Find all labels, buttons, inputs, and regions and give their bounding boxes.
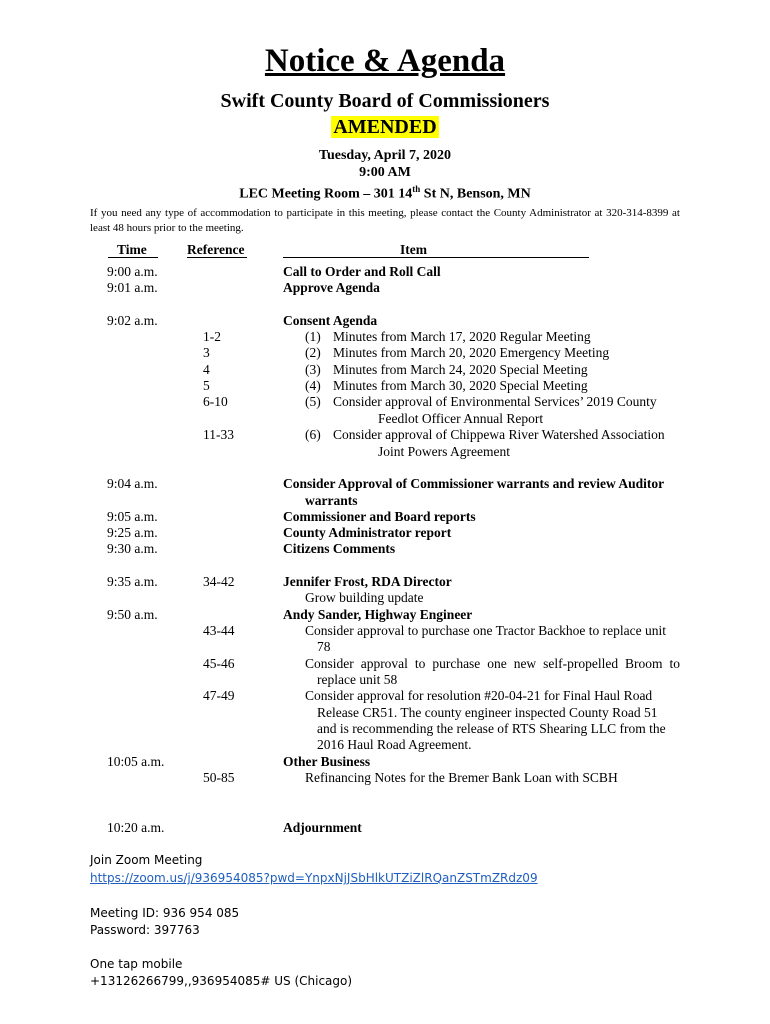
agenda-time: 9:25 a.m.: [107, 525, 158, 540]
consent-item: Minutes from March 24, 2020 Special Meeting: [333, 362, 588, 377]
agenda-subitem: Consider approval for resolution #20-04-21 for Final Haul Road: [305, 688, 653, 703]
consent-item: Minutes from March 17, 2020 Regular Meeting: [333, 329, 591, 344]
page-title: Notice & Agenda: [264, 43, 506, 79]
accommodation-notice: If you need any type of accommodation to participate in this meeting, please contact the County Administrator at 320-314-8399 at least 48 hours prior to the meeting.: [90, 207, 680, 234]
meeting-date: Tuesday, April 7, 2020: [318, 148, 452, 163]
item-number: (4): [305, 378, 321, 393]
agenda-item: Other Business: [283, 754, 371, 769]
zoom-join-label: Join Zoom Meeting: [90, 853, 203, 867]
agenda-time: 9:35 a.m.: [107, 574, 158, 589]
agenda-time: 10:20 a.m.: [107, 820, 165, 835]
one-tap-phone: +13126266799,,936954085# US (Chicago): [90, 974, 353, 988]
column-item: Item: [400, 242, 427, 257]
one-tap-label: One tap mobile: [90, 957, 183, 971]
agenda-item: Consent Agenda: [283, 313, 378, 328]
consent-item-cont: Joint Powers Agreement: [378, 444, 510, 459]
agenda-time: 9:50 a.m.: [107, 607, 158, 622]
agenda-item: Commissioner and Board reports: [283, 509, 476, 524]
agenda-item: Andy Sander, Highway Engineer: [283, 607, 473, 622]
consent-item: Minutes from March 20, 2020 Emergency Meeting: [333, 345, 610, 360]
reference: 1-2: [203, 329, 221, 344]
divider: [283, 257, 589, 258]
agenda-subitem-cont: and is recommending the release of RTS Shearing LLC from the: [317, 721, 666, 736]
reference: 5: [203, 378, 210, 393]
agenda-item: Approve Agenda: [283, 280, 380, 295]
consent-item: Consider approval of Environmental Services’ 2019 County: [333, 394, 657, 409]
agenda-item: Jennifer Frost, RDA Director: [283, 574, 452, 589]
agenda-time: 9:01 a.m.: [107, 280, 158, 295]
agenda-item: County Administrator report: [283, 525, 452, 540]
item-number: (3): [305, 362, 321, 377]
agenda-time: 9:04 a.m.: [107, 476, 158, 491]
item-number: (6): [305, 427, 321, 442]
agenda-time: 9:30 a.m.: [107, 541, 158, 556]
reference: 50-85: [203, 770, 235, 785]
reference: 6-10: [203, 394, 228, 409]
agenda-subitem: Consider approval to purchase one Tractor Backhoe to replace unit: [305, 623, 667, 638]
meeting-password: Password: 397763: [90, 923, 200, 937]
amended-badge: AMENDED: [333, 116, 437, 138]
reference: 11-33: [203, 427, 234, 442]
reference: 4: [203, 362, 210, 377]
agenda-item: Call to Order and Roll Call: [283, 264, 441, 279]
column-time: Time: [117, 242, 147, 257]
agenda-item: Citizens Comments: [283, 541, 396, 556]
agenda-subitem: Grow building update: [305, 590, 424, 605]
agenda-time: 9:05 a.m.: [107, 509, 158, 524]
reference: 34-42: [203, 574, 235, 589]
reference: 45-46: [203, 656, 235, 671]
agenda-item: Adjournment: [283, 820, 362, 835]
divider: [108, 257, 158, 258]
consent-item: Minutes from March 30, 2020 Special Meeting: [333, 378, 588, 393]
board-name: Swift County Board of Commissioners: [220, 90, 550, 112]
item-number: (2): [305, 345, 321, 360]
reference: 47-49: [203, 688, 235, 703]
consent-item: Consider approval of Chippewa River Watershed Association: [333, 427, 665, 442]
meeting-id: Meeting ID: 936 954 085: [90, 906, 240, 920]
reference: 3: [203, 345, 210, 360]
zoom-link[interactable]: https://zoom.us/j/936954085?pwd=YnpxNjJSbHlkUTZiZlRQanZSTmZRdz09: [90, 871, 538, 885]
column-reference: Reference: [187, 242, 245, 257]
agenda-time: 10:05 a.m.: [107, 754, 165, 769]
item-number: (1): [305, 329, 321, 344]
agenda-subitem: Consider approval to purchase one new self-propelled Broom to: [305, 656, 680, 671]
agenda-subitem-cont: 78: [317, 639, 331, 654]
meeting-location: LEC Meeting Room – 301 14th St N, Benson, MN: [239, 184, 531, 202]
agenda-time: 9:02 a.m.: [107, 313, 158, 328]
agenda-subitem-cont: replace unit 58: [317, 672, 398, 687]
item-number: (5): [305, 394, 321, 409]
agenda-item: Consider Approval of Commissioner warrants and review Auditor: [283, 476, 665, 491]
agenda-subitem-cont: Release CR51. The county engineer inspected County Road 51: [317, 705, 658, 720]
agenda-subitem-cont: 2016 Haul Road Agreement.: [317, 737, 472, 752]
agenda-time: 9:00 a.m.: [107, 264, 158, 279]
agenda-item-cont: warrants: [305, 493, 358, 508]
consent-item-cont: Feedlot Officer Annual Report: [378, 411, 544, 426]
agenda-subitem: Refinancing Notes for the Bremer Bank Loan with SCBH: [305, 770, 618, 785]
reference: 43-44: [203, 623, 235, 638]
divider: [187, 257, 247, 258]
meeting-time: 9:00 AM: [359, 165, 411, 180]
